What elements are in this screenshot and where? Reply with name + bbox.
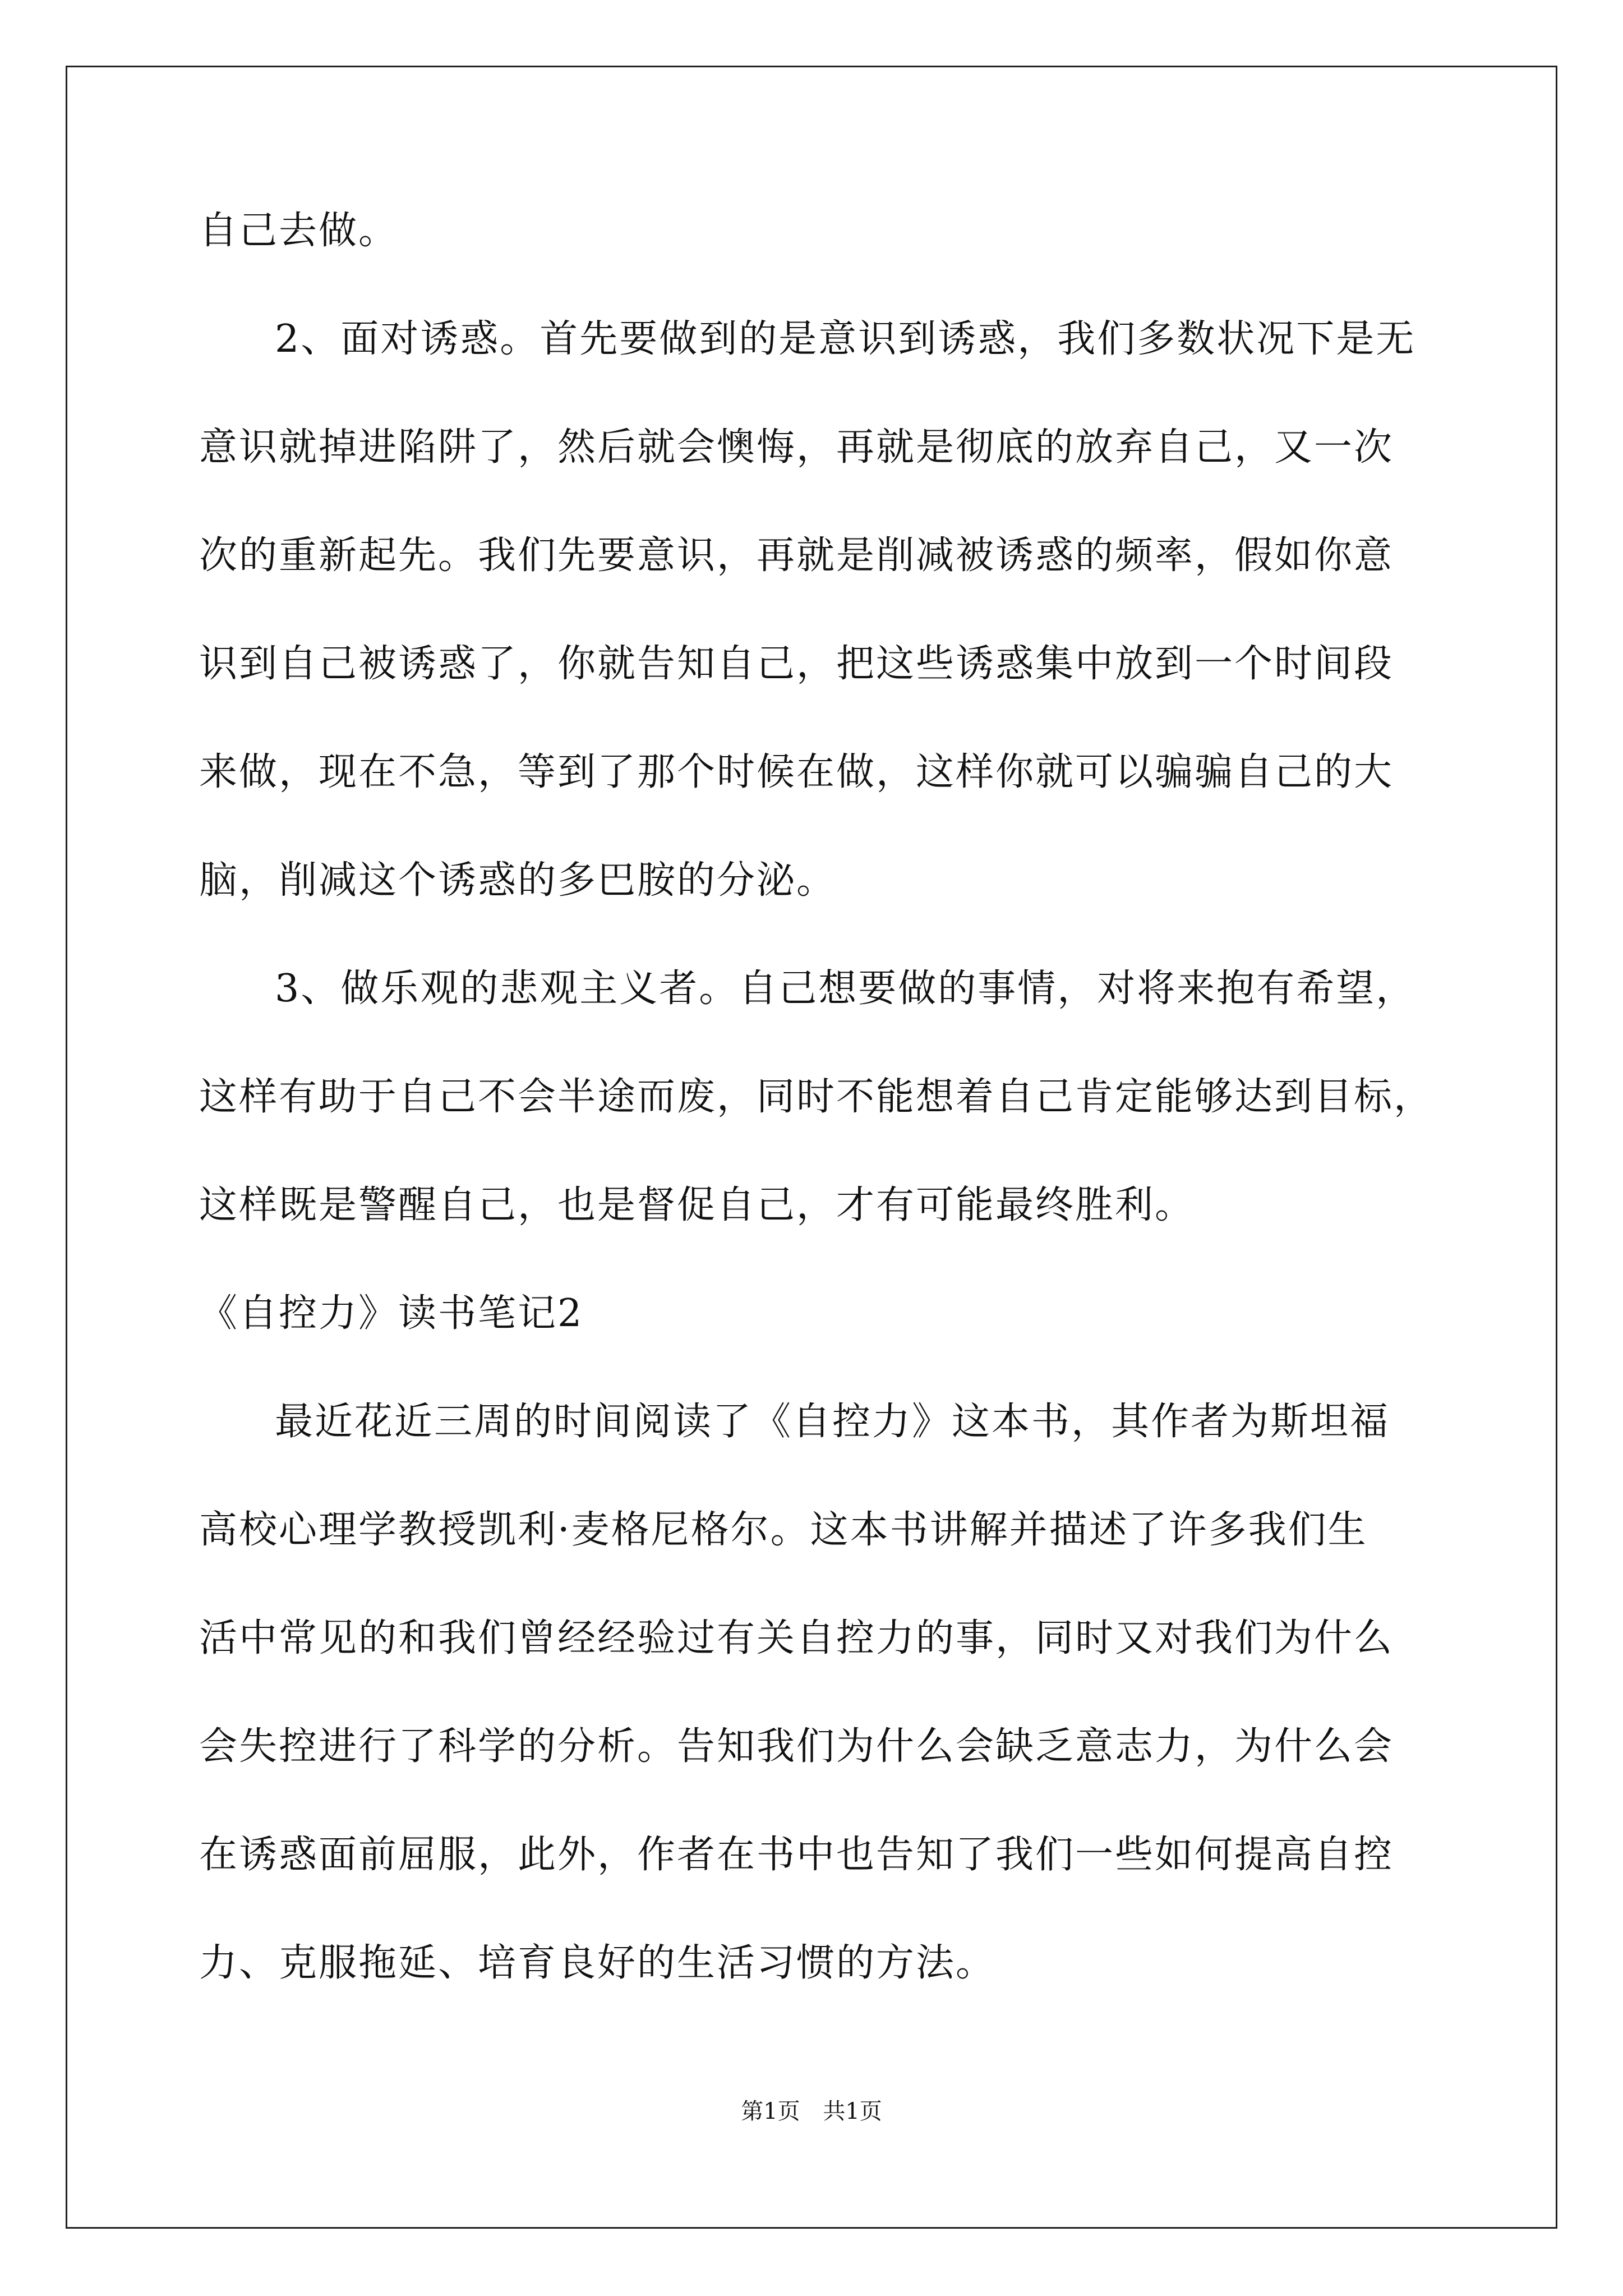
paragraph-line: 这样有助于自己不会半途而废，同时不能想着自己肯定能够达到目标，	[199, 1075, 1434, 1119]
paragraph-line: 来做，现在不急，等到了那个时候在做，这样你就可以骗骗自己的大	[199, 750, 1394, 794]
paragraph-line: 2、面对诱惑。首先要做到的是意识到诱惑，我们多数状况下是无	[275, 317, 1416, 361]
paragraph-line: 次的重新起先。我们先要意识，再就是削减被诱惑的频率，假如你意	[199, 533, 1394, 578]
page-number-total: 共1页	[823, 2099, 882, 2124]
paragraph-line: 脑，削减这个诱惑的多巴胺的分泌。	[199, 858, 837, 903]
page-number-current: 第1页	[741, 2099, 800, 2124]
paragraph-line: 会失控进行了科学的分析。告知我们为什么会缺乏意志力，为什么会	[199, 1724, 1394, 1769]
paragraph-line: 识到自己被诱惑了，你就告知自己，把这些诱惑集中放到一个时间段	[199, 642, 1394, 686]
page-footer	[0, 2098, 1623, 2125]
paragraph-line: 力、克服拖延、培育良好的生活习惯的方法。	[199, 1941, 996, 1985]
paragraph-line: 最近花近三周的时间阅读了《自控力》这本书，其作者为斯坦福	[275, 1400, 1390, 1444]
paragraph-line: 自己去做。	[199, 209, 399, 253]
paragraph-line: 高校心理学教授凯利·麦格尼格尔。这本书讲解并描述了许多我们生	[199, 1508, 1368, 1552]
paragraph-line: 这样既是警醒自己，也是督促自己，才有可能最终胜利。	[199, 1183, 1195, 1227]
section-heading: 《自控力》读书笔记2	[199, 1291, 584, 1336]
paragraph-line: 活中常见的和我们曾经经验过有关自控力的事，同时又对我们为什么	[199, 1616, 1394, 1660]
paragraph-line: 3、做乐观的悲观主义者。自己想要做的事情，对将来抱有希望，	[275, 967, 1416, 1011]
page-border	[66, 66, 1557, 2229]
paragraph-line: 在诱惑面前屈服，此外，作者在书中也告知了我们一些如何提高自控	[199, 1833, 1394, 1877]
paragraph-line: 意识就掉进陷阱了，然后就会懊悔，再就是彻底的放弃自己，又一次	[199, 425, 1394, 470]
